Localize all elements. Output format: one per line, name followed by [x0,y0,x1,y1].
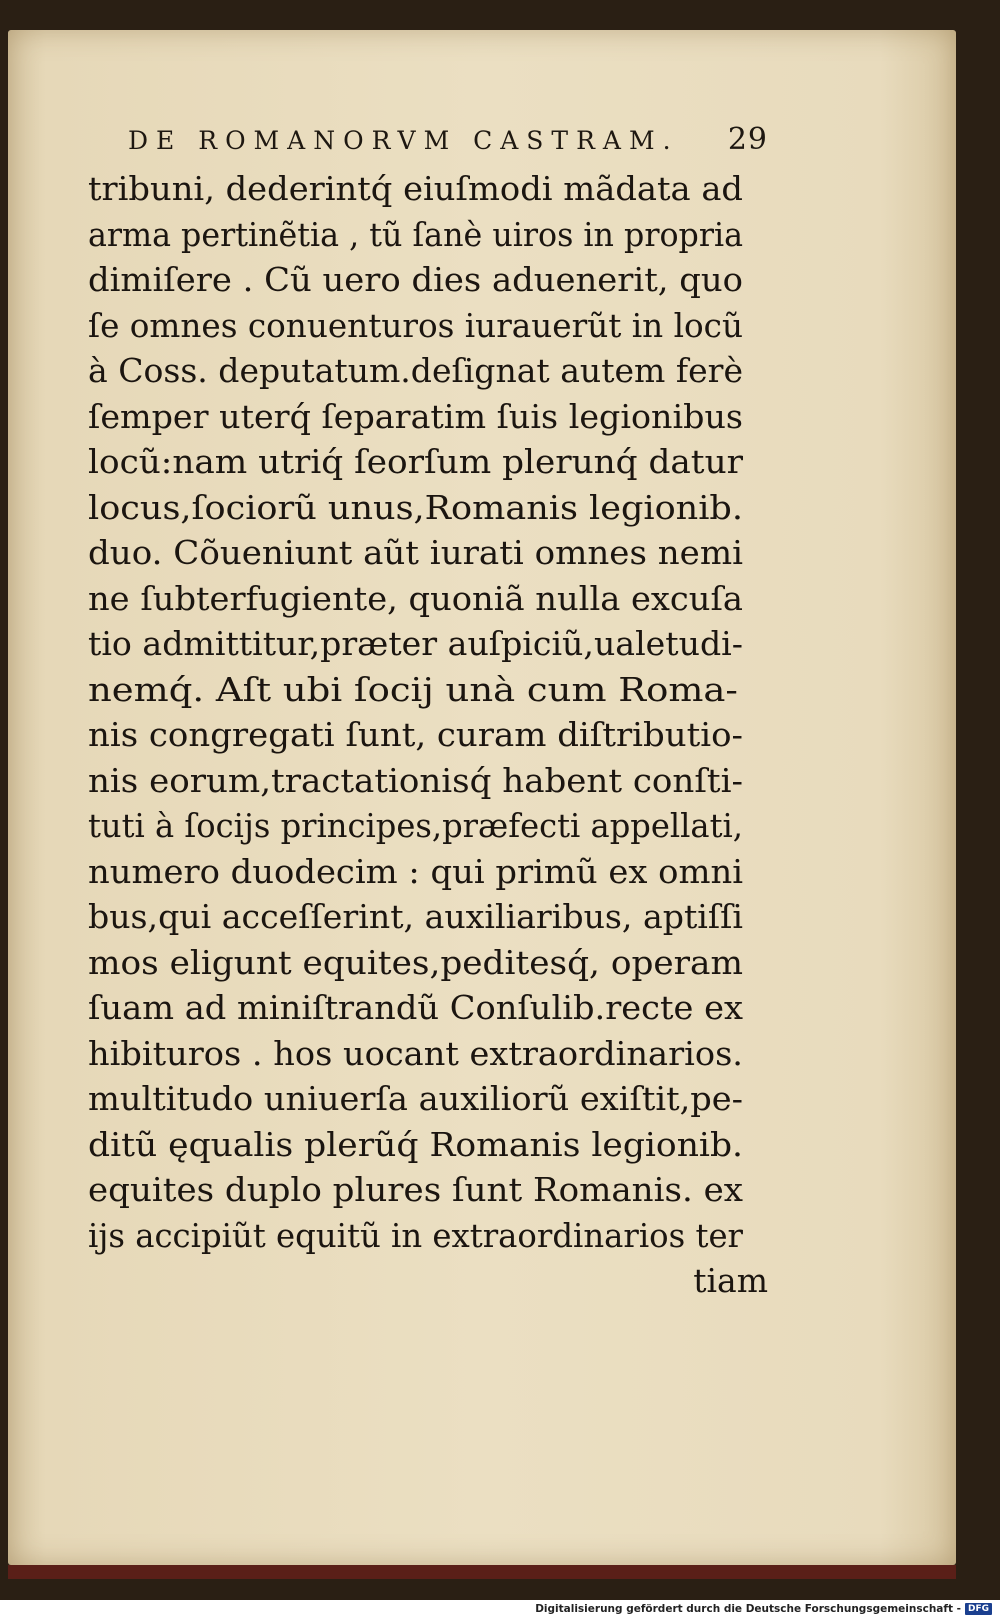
text-line: dimiſere . Cũ uero dies aduenerit, quo [88,260,743,299]
text-line: locũ:nam utriq́ ſeorſum plerunq́ datur [88,442,743,481]
text-block [88,166,768,1304]
text-line: tuti à ſocijs principes,præfecti appellati, [88,806,743,845]
text-line: ſe omnes conuenturos iurauerũt in locũ [88,305,743,345]
text-line: tio admittitur,præter auſpiciũ,ualetudi- [88,624,743,663]
text-line: ne ſubterfugiente, quoniã nulla excuſa [88,578,743,618]
text-line: multitudo uniuerſa auxiliorũ exiſtit,pe- [88,1079,743,1118]
dfg-logo: DFG [965,1603,992,1615]
text-line: tiam [693,1261,768,1300]
text-line: ijs accipiũt equitũ in extraordinarios ter [88,1215,743,1255]
text-line: nemq́. Aſt ubi ſocij unà cum Roma- [88,669,738,709]
text-line: ditũ ęqualis plerũq́ Romanis legionib. [88,1124,743,1164]
text-line: tribuni, dederintq́ eiuſmodi mãdata ad [88,169,743,208]
text-line: nis congregati ſunt, curam diſtributio- [88,715,743,754]
text-line: bus,qui acceſſerint, auxiliaribus, aptiſſi [88,897,743,936]
text-line: nis eorum,tractationisq́ habent conſti- [88,760,743,800]
page-edge [8,1565,956,1579]
text-line: equites duplo plures ſunt Romanis. ex [88,1170,743,1209]
footer [0,1600,1000,1617]
text-line: hibituros . hos uocant extraordinarios. [88,1033,743,1073]
text-line: à Coss. deputatum.deſignat autem ferè [88,351,743,390]
text-line: ſuam ad miniſtrandũ Conſulib.recte ex [88,988,744,1027]
text-line: arma pertinẽtia , tũ ſanè uiros in propria [88,214,743,254]
running-head [128,122,768,157]
digitization-credit: Digitalisierung gefördert durch die Deutsche Forschungsgemeinschaft - [535,1602,961,1615]
text-line: mos eligunt equites,peditesq́, operam [88,942,743,982]
page-number: 29 [727,122,768,157]
text-line: ſemper uterq́ ſeparatim ſuis legionibus [88,396,743,436]
text-line: locus,ſociorũ unus,Romanis legionib. [88,487,744,527]
running-title: DE ROMANORVM CASTRAM. [128,126,679,155]
text-line: numero duodecim : qui primũ ex omni [88,851,743,891]
text-line: duo. Cõueniunt aũt iurati omnes nemi [88,533,743,572]
